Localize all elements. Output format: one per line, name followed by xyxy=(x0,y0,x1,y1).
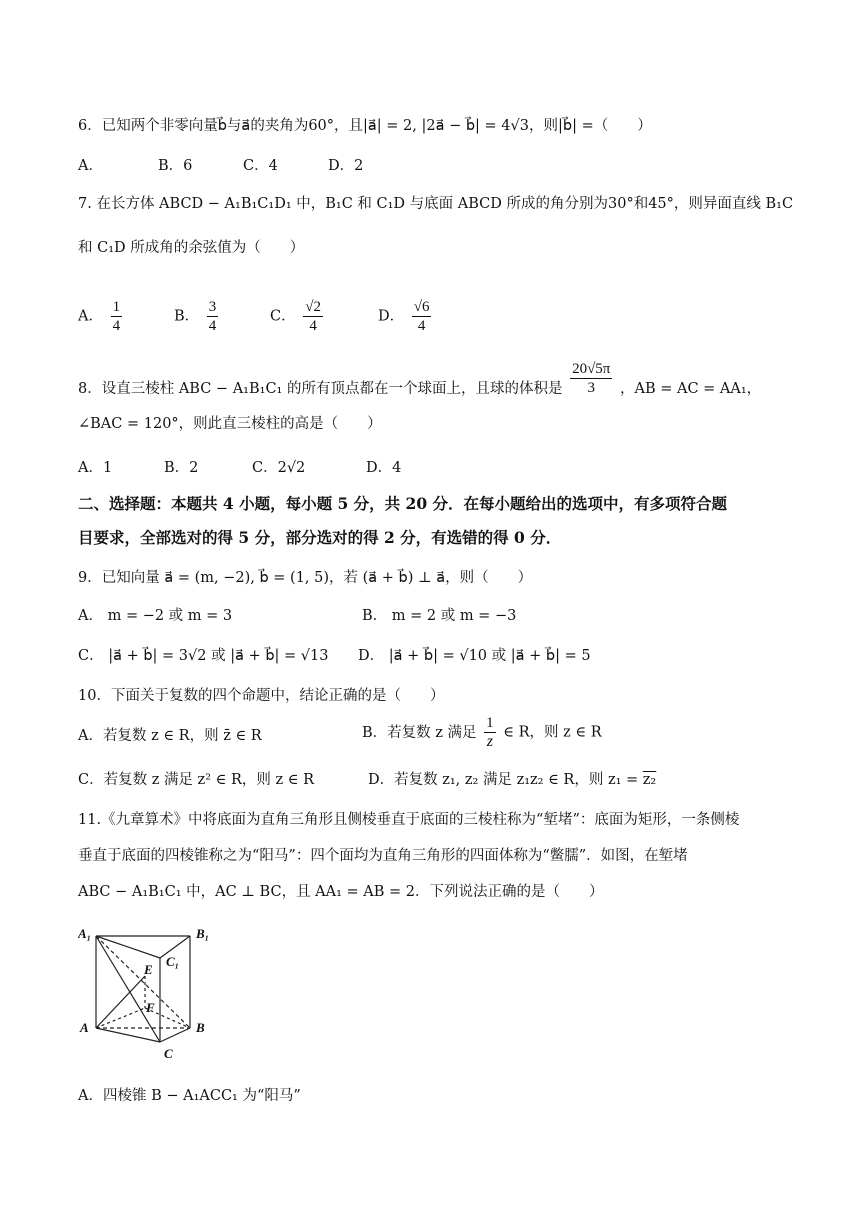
q7-option-a-den: 4 xyxy=(112,318,121,334)
q10-option-a[interactable]: A．若复数 z ∈ R，则 z̄ ∈ R xyxy=(78,728,262,744)
q10-option-d-conjugate: z₂ xyxy=(642,772,657,788)
q10-option-b-text: B．若复数 z 满足 xyxy=(362,724,477,741)
q10-option-b-text-end: ∈ R，则 z ∈ R xyxy=(503,724,602,741)
q9-option-c[interactable]: C． |a⃗ + b⃗| = 3√2 或 |a⃗ + b⃗| = √13 xyxy=(78,648,329,664)
q7-option-a-num: 1 xyxy=(112,299,121,315)
section2-heading-line2: 目要求，全部选对的得 5 分，部分选对的得 2 分，有选错的得 0 分． xyxy=(78,528,562,547)
q11-stem-line3: ABC − A₁B₁C₁ 中，AC ⊥ BC，且 AA₁ = AB = 2．下列说法正确的是（ ） xyxy=(78,884,604,900)
q11-option-a[interactable]: A．四棱锥 B − A₁ACC₁ 为“阳马” xyxy=(78,1088,301,1104)
q8-option-c[interactable]: C．2√2 xyxy=(252,460,306,476)
q9-stem: 9．已知向量 a⃗ = (m, −2), b⃗ = (1, 5)，若 (a⃗ + b⃗) ⊥ a⃗，则（ ） xyxy=(78,570,533,586)
q6-option-d[interactable]: D．2 xyxy=(328,158,364,174)
q8-frac-num: 20√5π xyxy=(572,361,611,377)
label-b1: B₁ xyxy=(196,926,210,941)
q9-option-d[interactable]: D． |a⃗ + b⃗| = √10 或 |a⃗ + b⃗| = 5 xyxy=(358,648,591,664)
q7-option-a-fraction xyxy=(111,298,123,335)
q7-option-c-den: 4 xyxy=(309,318,317,334)
q8-frac-den: 3 xyxy=(587,380,595,396)
q7-option-a[interactable] xyxy=(78,298,125,335)
q7-option-a-letter: A． xyxy=(78,308,103,325)
q6-option-c[interactable]: C．4 xyxy=(243,158,278,174)
label-a: A xyxy=(80,1020,89,1035)
q7-option-d-fraction xyxy=(412,298,432,335)
q7-option-b[interactable] xyxy=(174,298,221,335)
q8-option-a[interactable]: A．1 xyxy=(78,460,113,476)
q7-option-d-num: √6 xyxy=(413,299,430,315)
q8-stem-line1 xyxy=(78,360,761,404)
q8-stem-line2: ∠BAC = 120°，则此直三棱柱的高是（ ） xyxy=(78,416,382,432)
label-e: E xyxy=(144,962,153,977)
q6-option-a[interactable]: A． xyxy=(78,158,103,174)
q8-option-d[interactable]: D．4 xyxy=(366,460,402,476)
q7-option-d[interactable] xyxy=(378,298,434,335)
q7-option-c-num: √2 xyxy=(305,299,321,315)
q7-option-b-den: 4 xyxy=(208,318,217,334)
q10-option-d-text: D．若复数 z₁, z₂ 满足 z₁z₂ ∈ R，则 z₁ = xyxy=(368,772,639,788)
q7-option-c[interactable] xyxy=(270,298,326,335)
q8-stem-text-end: ，AB = AC = AA₁， xyxy=(620,380,762,397)
q7-stem-line2: 和 C₁D 所成角的余弦值为（ ） xyxy=(78,240,305,256)
q7-option-d-den: 4 xyxy=(417,318,426,334)
label-f: F xyxy=(146,1000,155,1015)
prism-figure xyxy=(78,924,228,1064)
q10-option-b-num: 1 xyxy=(486,715,494,731)
q10-option-c[interactable]: C．若复数 z 满足 z² ∈ R，则 z ∈ R xyxy=(78,772,314,788)
q7-option-b-letter: B． xyxy=(174,308,200,325)
q8-sphere-volume-fraction xyxy=(570,360,612,397)
label-c: C xyxy=(164,1046,173,1061)
q10-option-b-den: z xyxy=(486,733,493,750)
q8-option-b[interactable]: B．2 xyxy=(164,460,199,476)
q9-option-b[interactable]: B． m = 2 或 m = −3 xyxy=(362,608,517,624)
q7-option-b-fraction xyxy=(207,298,219,335)
q9-option-a[interactable]: A． m = −2 或 m = 3 xyxy=(78,608,233,624)
q11-stem-line1: 11.《九章算术》中将底面为直角三角形且侧棱垂直于底面的三棱柱称为“堑堵”：底面为矩形，一条侧棱 xyxy=(78,812,740,828)
q6-stem: 6．已知两个非零向量b⃗与a⃗的夹角为60°，且|a⃗| = 2, |2a⃗ − b⃗| = 4√3，则|b⃗| =（ ） xyxy=(78,118,652,134)
section2-heading-line1: 二、选择题：本题共 4 小题，每小题 5 分，共 20 分．在每小题给出的选项中，有多项符合题 xyxy=(78,494,728,513)
q7-option-d-letter: D． xyxy=(378,308,405,325)
q11-stem-line2: 垂直于底面的四棱锥称之为“阳马”：四个面均为直角三角形的四面体称为“鳖臑”．如图，在堑堵 xyxy=(78,848,688,864)
label-c1: C₁ xyxy=(166,954,180,969)
q7-option-c-letter: C． xyxy=(270,308,296,325)
label-a1: A₁ xyxy=(78,926,92,941)
q7-stem-line1: 7. 在长方体 ABCD − A₁B₁C₁D₁ 中，B₁C 和 C₁D 与底面 ABCD 所成的角分别为30°和45°，则异面直线 B₁C xyxy=(78,196,794,212)
q10-stem: 10．下面关于复数的四个命题中，结论正确的是（ ） xyxy=(78,688,445,704)
q10-option-d[interactable] xyxy=(368,770,656,790)
label-b: B xyxy=(196,1020,205,1035)
q10-option-b-fraction xyxy=(484,714,496,751)
q7-option-c-fraction xyxy=(303,298,323,335)
q7-option-b-num: 3 xyxy=(208,299,217,315)
q8-stem-text: 8．设直三棱柱 ABC − A₁B₁C₁ 的所有顶点都在一个球面上，且球的体积是 xyxy=(78,380,563,397)
q6-option-b[interactable]: B．6 xyxy=(158,158,193,174)
q10-option-b[interactable] xyxy=(362,714,602,751)
